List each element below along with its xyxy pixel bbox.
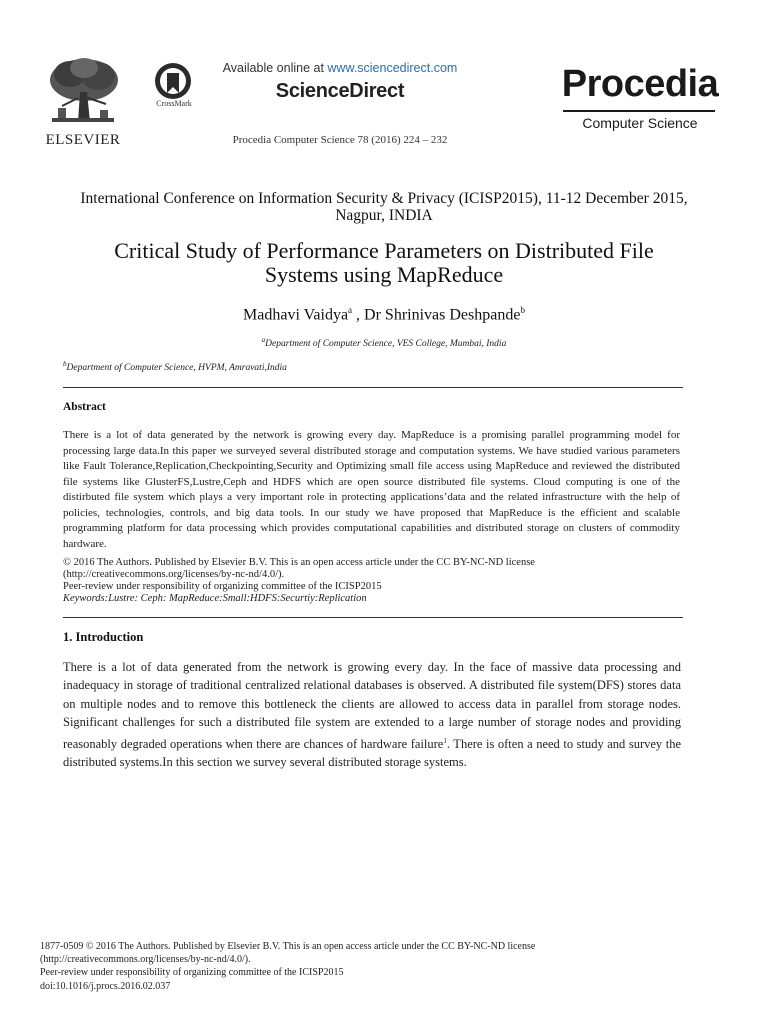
affiliation-b bbox=[63, 360, 463, 373]
affiliation-a bbox=[60, 336, 708, 349]
procedia-divider bbox=[563, 110, 715, 112]
page-footer bbox=[40, 940, 700, 993]
footer-issn-copyright: 1877-0509 © 2016 The Authors. Published by Elsevier B.V. This is an open access article under the CC BY-NC-ND license bbox=[40, 941, 536, 952]
intro-heading: 1. Introduction bbox=[63, 630, 144, 644]
elsevier-wordmark: ELSEVIER bbox=[45, 132, 121, 148]
available-online-line bbox=[210, 61, 470, 75]
conference-info bbox=[40, 190, 728, 224]
license-link[interactable]: (http://creativecommons.org/licenses/by-nc-nd/4.0/). bbox=[63, 569, 285, 580]
conference-line-1: International Conference on Information Security & Privacy (ICISP2015), 11-12 December 2015, bbox=[80, 190, 688, 207]
footer-peer-review: Peer-review under responsibility of organizing committee of the ICISP2015 bbox=[40, 967, 344, 979]
peer-review-note: Peer-review under responsibility of organizing committee of the ICISP2015 bbox=[63, 581, 382, 592]
abstract-text: There is a lot of data generated by the network is growing every day. MapReduce is a promising parallel programming model for processing large data.In this paper we surveyed several distributed storage and computation systems. We have studied various parameters like Fault Tolerance,Replication,Checkpointing,Security and Optimizing small file access using MapReduce and reviewed the distributed file systems like GlusterFS,Lustre,Ceph and HDFS which are open source distributed file systems. Cloud computing is one of the distirbuted file system which plays a very important role in protecting applications’data and the related infrastructure with the help of policies, technologies, controls, and big data tools. In our study we have proposed that MapReduce is the efficient and scalable programming platform for data processing which provides computational capabilities and distributed storage on clusters of commodity hardware. bbox=[63, 429, 680, 550]
sciencedirect-wordmark: ScienceDirect bbox=[275, 80, 405, 102]
author-2: Dr Shrinivas Deshpande bbox=[364, 306, 521, 324]
available-prefix: Available online at bbox=[222, 61, 328, 75]
affiliation-a-text: Department of Computer Science, VES College, Mumbai, India bbox=[265, 339, 507, 350]
author-1: Madhavi Vaidya bbox=[243, 306, 349, 324]
footer-doi[interactable]: doi:10.1016/j.procs.2016.02.037 bbox=[40, 980, 171, 992]
author-separator: , bbox=[352, 306, 365, 324]
elsevier-tree-logo bbox=[40, 56, 126, 144]
title-line-1: Critical Study of Performance Parameters on Distributed File bbox=[114, 238, 654, 263]
copyright-notice: © 2016 The Authors. Published by Elsevier B.V. This is an open access article under the CC BY-NC-ND license bbox=[63, 557, 535, 568]
intro-text-part-2: . There is often a need to study and survey the distributed systems.In this section we survey several distributed storage systems. bbox=[63, 736, 681, 770]
affiliation-b-text: Department of Computer Science, HVPM, Amravati,India bbox=[66, 363, 287, 374]
conference-line-2: Nagpur, INDIA bbox=[335, 207, 433, 224]
crossmark-label: CrossMark bbox=[156, 99, 192, 108]
affiliation-b-marker: b bbox=[63, 360, 67, 368]
author-1-affil: a bbox=[348, 305, 353, 315]
title-line-2: Systems using MapReduce bbox=[264, 262, 504, 287]
divider-bottom bbox=[63, 617, 683, 618]
author-2-affil: b bbox=[520, 305, 525, 315]
intro-paragraph bbox=[63, 658, 681, 772]
divider-top bbox=[63, 387, 683, 388]
procedia-subtitle: Computer Science bbox=[582, 115, 698, 131]
keywords: Keywords:Lustre: Ceph: MapReduce:Small:HDFS:Securtiy:Replication bbox=[63, 593, 367, 604]
procedia-logo bbox=[555, 62, 725, 140]
sciencedirect-link[interactable]: www.sciencedirect.com bbox=[327, 61, 458, 75]
footnote-ref[interactable]: 1 bbox=[443, 736, 447, 745]
paper-title bbox=[60, 239, 708, 287]
abstract-heading: Abstract bbox=[63, 401, 106, 413]
footer-license-link[interactable]: (http://creativecommons.org/licenses/by-nc-nd/4.0/). bbox=[40, 954, 251, 966]
author-list bbox=[60, 305, 708, 324]
procedia-title: Procedia bbox=[561, 63, 719, 105]
intro-text-part-1: There is a lot of data generated from the network is growing every day. In the face of massive data processing and inadequacy in storage of traditional centralized relational databases is observed. A distributed file system(DFS) stores data on multiple nodes and to remove this bottleneck the clients are allowed to access data in parallel from storage nodes. Significant challenges for such a distributed file system are extended to a large number of storage nodes and providing reasonably degraded operations when there are chances of hardware failure bbox=[63, 660, 681, 751]
affiliation-a-marker: a bbox=[261, 336, 266, 344]
journal-citation: Procedia Computer Science 78 (2016) 224 – 232 bbox=[232, 134, 448, 146]
